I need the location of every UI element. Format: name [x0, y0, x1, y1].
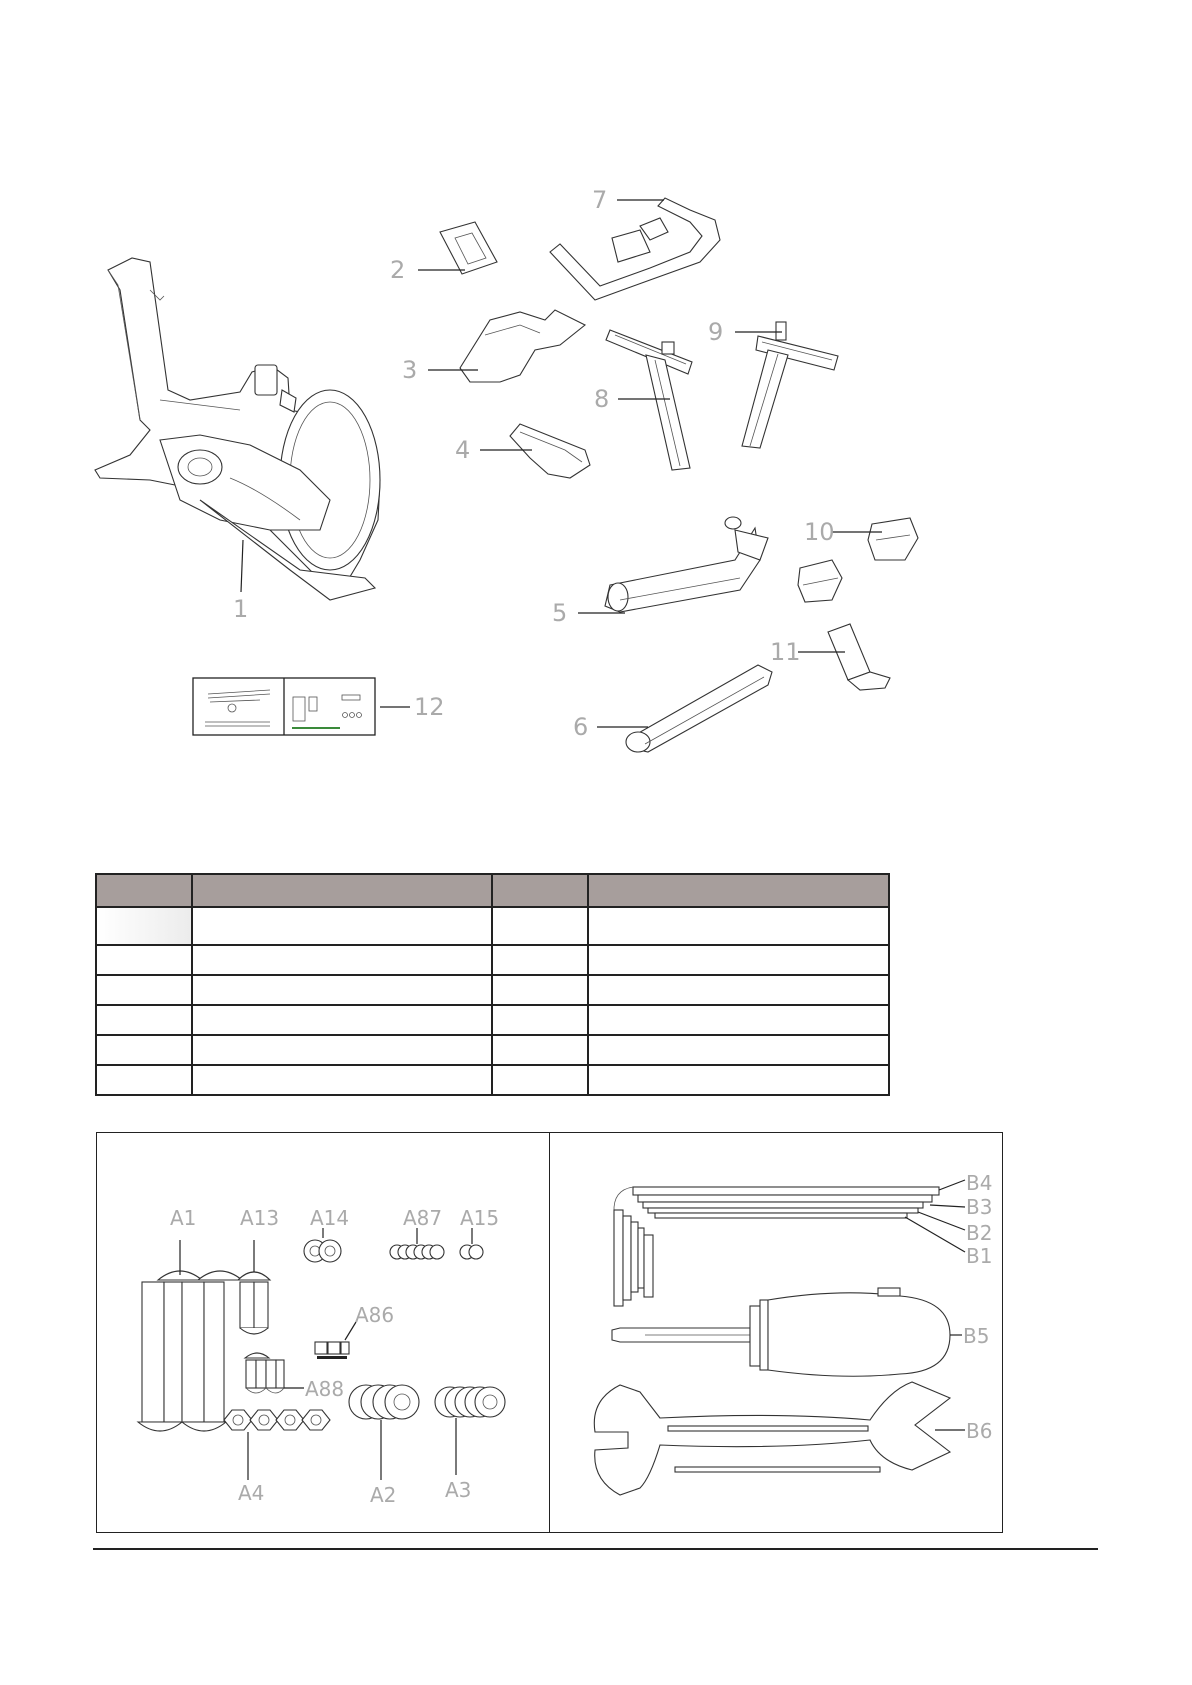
svg-text:B4: B4 — [966, 1171, 993, 1195]
svg-text:B3: B3 — [966, 1195, 993, 1219]
table-cell — [96, 975, 192, 1005]
svg-text:8: 8 — [594, 385, 610, 413]
svg-text:5: 5 — [552, 599, 568, 627]
svg-text:2: 2 — [390, 256, 406, 284]
table-cell — [192, 1065, 492, 1095]
svg-text:A13: A13 — [240, 1206, 280, 1230]
hardware-tools-divider — [549, 1132, 550, 1533]
table-cell — [588, 907, 889, 945]
table-cell — [588, 975, 889, 1005]
bike-frame-drawing — [95, 258, 380, 600]
console-drawing — [440, 222, 497, 274]
bracket-drawing — [828, 624, 890, 690]
svg-text:6: 6 — [573, 713, 589, 741]
svg-text:7: 7 — [592, 186, 608, 214]
svg-text:A15: A15 — [460, 1206, 500, 1230]
svg-text:1: 1 — [233, 595, 249, 623]
table-header-cell — [192, 874, 492, 907]
svg-text:11: 11 — [770, 638, 801, 666]
table-cell — [492, 975, 588, 1005]
svg-text:3: 3 — [402, 356, 418, 384]
table-cell — [96, 945, 192, 975]
table-cell — [96, 907, 192, 945]
rear-stabilizer-drawing — [626, 665, 772, 752]
svg-text:B1: B1 — [966, 1244, 993, 1268]
svg-text:4: 4 — [455, 436, 471, 464]
saddle-drawing — [510, 424, 590, 478]
table-cell — [96, 1005, 192, 1035]
table-cell — [588, 1065, 889, 1095]
table-cell — [192, 1005, 492, 1035]
table-cell — [492, 907, 588, 945]
table-cell — [588, 945, 889, 975]
parts-diagram — [0, 0, 1192, 800]
label-2 — [390, 256, 465, 284]
handlebar-post-drawing — [742, 322, 838, 448]
table-row — [96, 1005, 889, 1035]
label-7 — [592, 186, 664, 214]
table-cell — [588, 1005, 889, 1035]
svg-text:A1: A1 — [170, 1206, 197, 1230]
table-row — [96, 945, 889, 975]
svg-text:10: 10 — [804, 518, 835, 546]
table-cell — [192, 945, 492, 975]
table-header-row — [96, 874, 889, 907]
table-header-cell — [96, 874, 192, 907]
table-row — [96, 1065, 889, 1095]
table-cell — [492, 1005, 588, 1035]
svg-text:A2: A2 — [370, 1483, 397, 1507]
handlebar-drawing — [550, 198, 720, 300]
shroud-drawing — [460, 310, 585, 382]
table-header-cell — [588, 874, 889, 907]
svg-text:12: 12 — [414, 693, 445, 721]
svg-text:A88: A88 — [305, 1377, 345, 1401]
svg-text:9: 9 — [708, 318, 724, 346]
table-row — [96, 907, 889, 945]
parts-table — [95, 873, 890, 1096]
svg-text:A86: A86 — [355, 1303, 395, 1327]
linkage-drawing — [605, 517, 768, 612]
seat-post-drawing — [606, 330, 692, 470]
table-cell — [492, 1035, 588, 1065]
svg-text:A14: A14 — [310, 1206, 350, 1230]
table-row — [96, 975, 889, 1005]
hardware-pack-drawing — [193, 678, 375, 735]
table-cell — [192, 907, 492, 945]
svg-text:B6: B6 — [966, 1419, 993, 1443]
svg-text:A4: A4 — [238, 1481, 265, 1505]
table-cell — [192, 1035, 492, 1065]
svg-text:B5: B5 — [963, 1324, 990, 1348]
svg-text:A87: A87 — [403, 1206, 443, 1230]
table-header-cell — [492, 874, 588, 907]
label-1 — [233, 540, 248, 623]
table-cell — [96, 1065, 192, 1095]
label-12 — [380, 693, 445, 721]
table-cell — [96, 1035, 192, 1065]
table-cell — [588, 1035, 889, 1065]
svg-text:A3: A3 — [445, 1478, 472, 1502]
table-row — [96, 1035, 889, 1065]
footer-rule — [93, 1548, 1098, 1550]
table-cell — [492, 1065, 588, 1095]
table-cell — [492, 945, 588, 975]
svg-text:B2: B2 — [966, 1221, 993, 1245]
table-cell — [192, 975, 492, 1005]
